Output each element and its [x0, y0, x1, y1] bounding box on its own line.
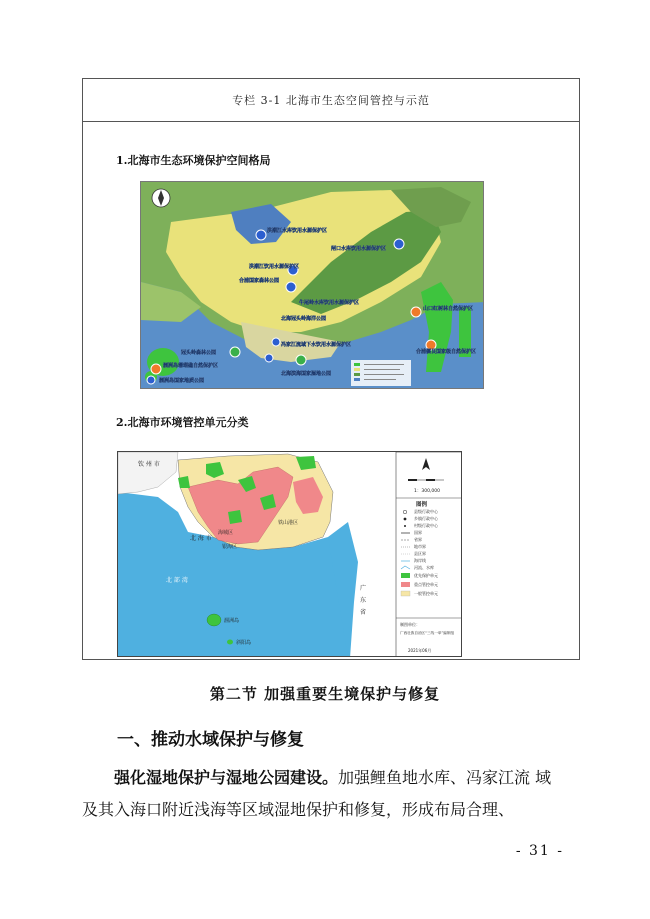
map1-label: 冯家江流域下水饮用水源保护区 — [281, 342, 352, 348]
map2-place-label: 银海区 — [222, 544, 238, 550]
legend-item: 省界 — [414, 537, 422, 542]
legend-item: 河流、水库 — [414, 565, 434, 570]
legend-item: 优先保护单元 — [414, 573, 438, 578]
legend-item: 一般管控单元 — [414, 591, 438, 596]
map1-label: 北海冠头岭海洋公园 — [281, 316, 327, 322]
legend-item: 地市界 — [414, 544, 426, 549]
map1-label: 闸口水库饮用水源保护区 — [331, 246, 387, 252]
map1-label: 涠洲岛珊瑚礁自然保护区 — [163, 363, 219, 369]
map2-place-label: 铁山港区 — [278, 520, 299, 526]
legend-item: 重点管控单元 — [414, 582, 438, 587]
footer-name: 广西壮族自治区“三线一单”编制组 — [400, 631, 455, 635]
eco-pattern-map-graphic — [141, 182, 484, 389]
map2-place-label: 省 — [360, 609, 367, 616]
map1-label: 洪潮江水库饮用水源保护区 — [267, 228, 328, 234]
map1-label: 洪潮江饮用水源保护区 — [249, 264, 300, 270]
map1-label: 牛尾岭水库饮用水源保护区 — [299, 300, 360, 306]
subtitle-1: 1.北海市生态环境保护空间格局 — [116, 154, 271, 167]
subtitle-2: 2.北海市环境管控单元分类 — [116, 416, 249, 429]
footer-date: 2021年06月 — [408, 648, 432, 653]
control-unit-map — [117, 451, 462, 657]
map1-label: 冠头岭森林公园 — [181, 350, 217, 356]
map1-label: 山口红树林自然保护区 — [423, 306, 474, 312]
legend-item: 国界 — [414, 530, 422, 535]
map1-label: 涠洲岛国家地质公园 — [159, 378, 205, 384]
page-number: - 31 - — [515, 843, 564, 859]
map2-place-label: 广 — [360, 585, 367, 592]
map2-place-label: 北 海 市 — [190, 535, 212, 542]
map2-place-label: 海城区 — [218, 530, 234, 536]
map2-place-label: 钦 州 市 — [138, 461, 160, 468]
map2-place-label: 斜阳岛 — [236, 640, 252, 646]
map1-label: 北海滨海国家湿地公园 — [281, 371, 332, 377]
map2-place-label: 北 部 湾 — [166, 577, 188, 584]
legend-item: 海岸线 — [414, 558, 426, 563]
legend-item: 县级行政中心 — [414, 509, 438, 514]
scale-text: 1：300,000 — [414, 489, 440, 494]
control-unit-map-graphic — [118, 452, 462, 657]
paragraph-bold-lead: 强化湿地保护与湿地公园建设。 — [114, 768, 339, 787]
legend-item: 乡镇行政中心 — [414, 516, 438, 521]
paragraph — [82, 762, 580, 794]
paragraph-line-2: 及其入海口附近浅海等区域湿地保护和修复，形成布局合理、 — [82, 800, 515, 819]
section-title: 第二节 加强重要生境保护与修复 — [209, 685, 441, 703]
map1-label: 合浦儒艮国家级自然保护区 — [416, 349, 477, 355]
paragraph-text-1: 加强鲤鱼地水库、冯家江流 域 — [338, 768, 552, 787]
eco-pattern-map — [140, 181, 484, 389]
heading-1: 一、推动水域保护与修复 — [117, 730, 304, 750]
column-title: 专栏 3-1 北海市生态空间管控与示范 — [82, 78, 580, 122]
legend-item: 村级行政中心 — [414, 523, 438, 528]
map2-place-label: 涠洲岛 — [224, 618, 240, 624]
footer-org: 制图单位： — [400, 622, 420, 627]
legend-item: 县区界 — [414, 551, 426, 556]
map2-place-label: 东 — [360, 597, 367, 604]
map1-label: 合浦国家森林公园 — [239, 278, 280, 284]
legend-title: 图例 — [416, 502, 428, 508]
